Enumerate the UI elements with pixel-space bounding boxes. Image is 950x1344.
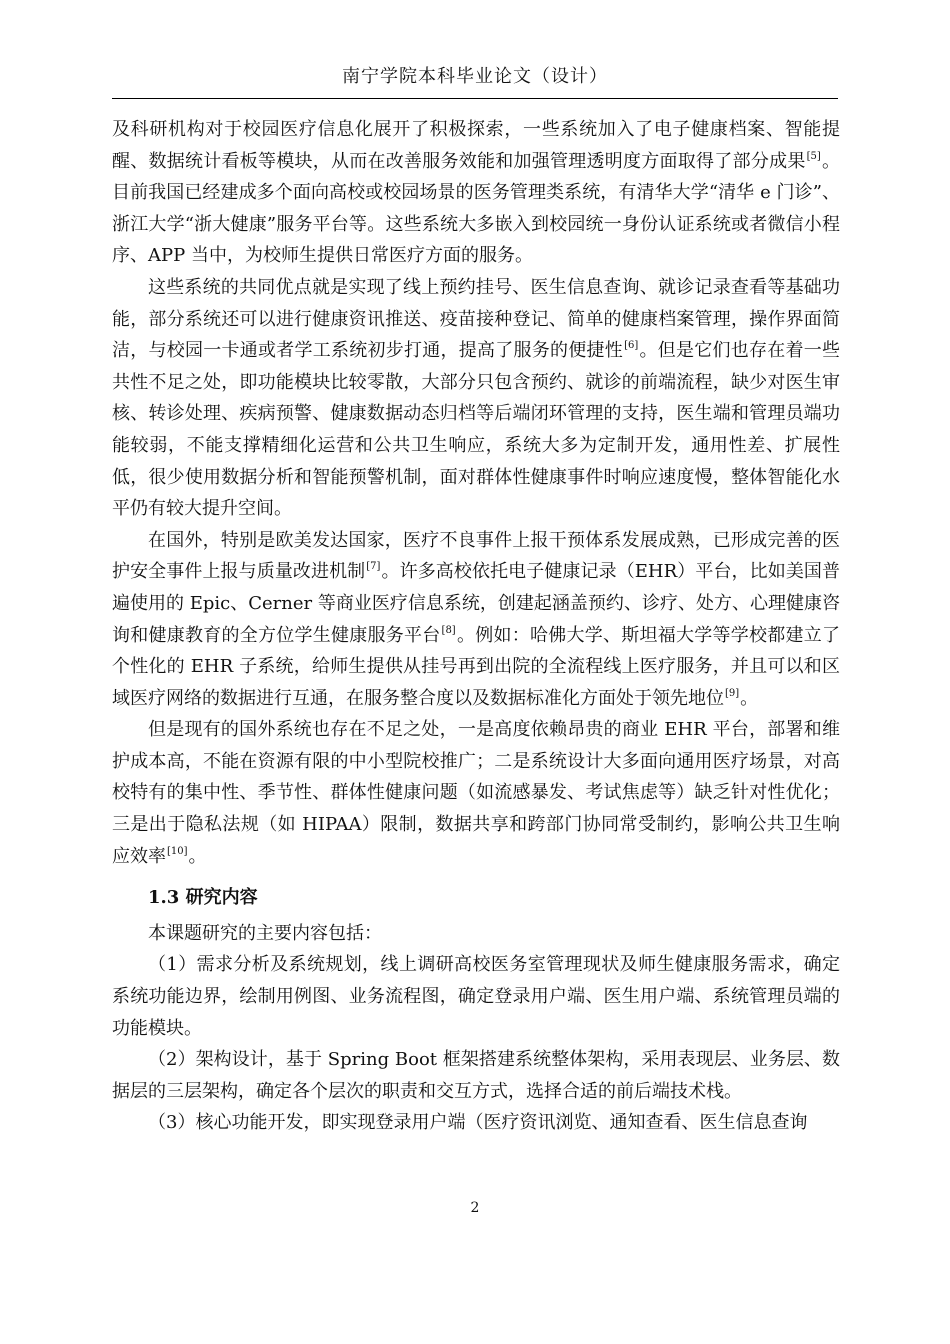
paragraph-text: 。例如：哈佛大学、斯坦福大学等学校都建立了个性化的 EHR 子系统，给师生提供从挂号再到出院的全流程线上医疗服务，并且可以和区域医疗网络的数据进行互通，在服务整合度以及数据标准化方面处于领先地位 bbox=[112, 624, 841, 709]
paragraph-4 bbox=[112, 714, 840, 872]
paragraph-text: 。目前我国已经建成多个面向高校或校园场景的医务管理类系统，有清华大学“清华 e 门诊”、浙江大学“浙大健康”服务平台等。这些系统大多嵌入到校园统一身份认证系统或者微信小程序、APP 当中，为校师生提供日常医疗方面的服务。 bbox=[112, 150, 841, 267]
header-rule bbox=[112, 98, 838, 99]
section-heading: 1.3 研究内容 bbox=[148, 887, 258, 909]
content-item-3: （3）核心功能开发，即实现登录用户端（医疗资讯浏览、通知查看、医生信息查询 bbox=[148, 1112, 808, 1134]
content-intro: 本课题研究的主要内容包括： bbox=[148, 922, 382, 944]
paragraph-text: 这些系统的共同优点就是实现了线上预约挂号、医生信息查询、就诊记录查看等基础功能，部分系统还可以进行健康资讯推送、疫苗接种登记、简单的健康档案管理，操作界面简洁，与校园一卡通或者学工系统初步打通，提高了服务的便捷性 bbox=[112, 276, 840, 362]
content-item-2: （2）架构设计，基于 Spring Boot 框架搭建系统整体架构，采用表现层、业务层、数据层的三层架构，确定各个层次的职责和交互方式，选择合适的前后端技术栈。 bbox=[112, 1049, 840, 1102]
citation-ref: [8] bbox=[441, 624, 456, 636]
paragraph-text: 在国外，特别是欧美发达国家，医疗不良事件上报干预体系发展成熟，已形成完善的医护安全事件上报与质量改进机制 bbox=[112, 529, 840, 583]
paragraph-text: 。许多高校依托电子健康记录（EHR）平台，比如美国普遍使用的 Epic、Cerner 等商业医疗信息系统，创建起涵盖预约、诊疗、处方、心理健康咨询和健康教育的全方位学生健康服务平台 bbox=[112, 561, 840, 646]
paragraph-3 bbox=[112, 525, 840, 715]
citation-ref: [5] bbox=[806, 150, 821, 162]
paragraph-2 bbox=[112, 272, 840, 525]
citation-ref: [10] bbox=[167, 845, 188, 857]
paragraph-text: 。 bbox=[188, 845, 207, 867]
citation-ref: [9] bbox=[725, 687, 740, 699]
content-item-1: （1）需求分析及系统规划，线上调研高校医务室管理现状及师生健康服务需求，确定系统功能边界，绘制用例图、业务流程图，确定登录用户端、医生用户端、系统管理员端的功能模块。 bbox=[112, 954, 840, 1039]
citation-ref: [6] bbox=[624, 340, 639, 352]
paragraph-text: 。 bbox=[740, 687, 759, 709]
paragraph-1 bbox=[112, 114, 840, 272]
document-body bbox=[112, 114, 840, 1139]
page-header-title: 南宁学院本科毕业论文（设计） bbox=[342, 66, 608, 87]
paragraph-text: 但是现有的国外系统也存在不足之处，一是高度依赖昂贵的商业 EHR 平台，部署和维护成本高，不能在资源有限的中小型院校推广；二是系统设计大多面向通用医疗场景，对高校特有的集中性、季节性、群体性健康问题（如流感暴发、考试焦虑等）缺乏针对性优化；三是出于隐私法规（如 HIPAA）限制，数据共享和跨部门协同常受制约，影响公共卫生响应效率 bbox=[112, 719, 840, 867]
paragraph-text: 。但是它们也存在着一些共性不足之处，即功能模块比较零散，大部分只包含预约、就诊的前端流程，缺少对医生审核、转诊处理、疾病预警、健康数据动态归档等后端闭环管理的支持，医生端和管理员端功能较弱，不能支撑精细化运营和公共卫生响应，系统大多为定制开发，通用性差、扩展性低，很少使用数据分析和智能预警机制，面对群体性健康事件时响应速度慢，整体智能化水平仍有较大提升空间。 bbox=[112, 340, 841, 520]
citation-ref: [7] bbox=[366, 561, 381, 573]
page-number: 2 bbox=[470, 1200, 480, 1216]
paragraph-text: 及科研机构对于校园医疗信息化展开了积极探索，一些系统加入了电子健康档案、智能提醒、数据统计看板等模块，从而在改善服务效能和加强管理透明度方面取得了部分成果 bbox=[112, 119, 840, 172]
